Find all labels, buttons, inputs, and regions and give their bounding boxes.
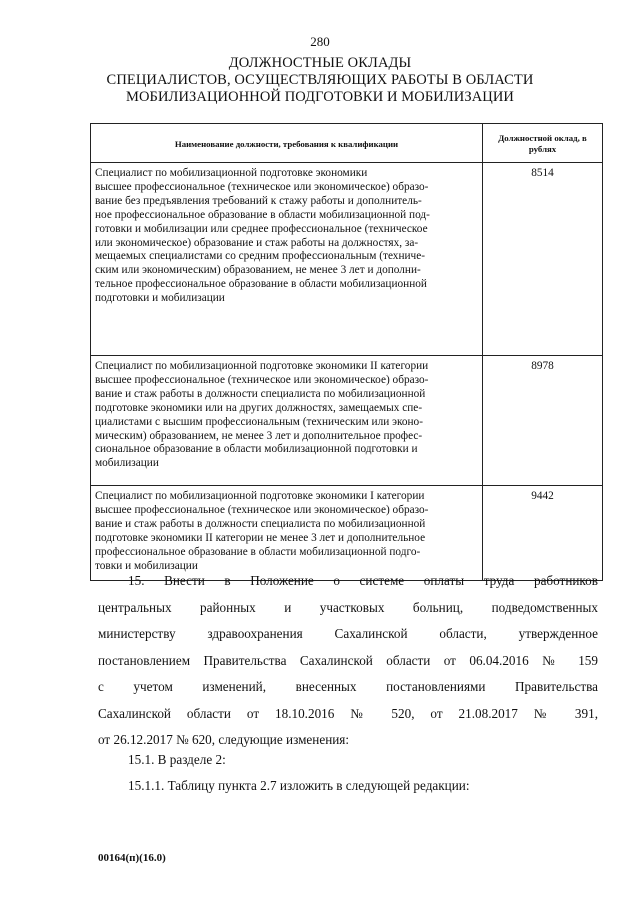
header-salary [483, 124, 603, 163]
position-line: вание и стаж работы в должности специалиста по мобилизационной [95, 517, 426, 530]
table-row [91, 486, 603, 581]
salary-cell: 9442 [483, 486, 603, 581]
position-line: профессиональное образование в области мобилизационной подго- [95, 545, 421, 558]
subparagraph-15-1-1: 15.1.1. Таблицу пункта 2.7 изложить в следующей редакции: [128, 778, 470, 793]
header-salary-line-1: Должностной оклад, в [498, 133, 587, 143]
header-position: Наименование должности, требования к квалификации [91, 124, 483, 163]
position-line: товки и мобилизации [95, 559, 198, 572]
salary-table [90, 123, 603, 581]
paragraph-line: с учетом изменений, внесенных постановлениями Правительства [98, 679, 598, 694]
salary-cell: 8514 [483, 163, 603, 356]
title-line-3: МОБИЛИЗАЦИОННОЙ ПОДГОТОВКИ И МОБИЛИЗАЦИИ [125, 89, 515, 105]
paragraph-line: 15. Внести в Положение о системе оплаты труда работников [128, 573, 598, 588]
table-row [91, 356, 603, 486]
paragraph-line: Сахалинской области от 18.10.2016 № 520, от 21.08.2017 № 391, [98, 705, 598, 721]
position-line: мещаемых специалистами со средним профессиональным (техниче- [95, 250, 426, 263]
footer-document-code: 00164(п)(16.0) [98, 852, 166, 864]
position-line: Специалист по мобилизационной подготовке экономики I категории [95, 490, 425, 502]
position-line: тельное профессиональное образование в области мобилизационной [95, 278, 427, 291]
paragraph-line: министерству здравоохранения Сахалинской области, утвержденное [98, 626, 598, 641]
position-line: ное профессиональное образование в области мобилизационной под- [95, 208, 430, 221]
table-header-row [91, 124, 603, 163]
position-cell [91, 486, 483, 581]
paragraph-line: постановлением Правительства Сахалинской области от 06.04.2016 № 159 [98, 652, 598, 668]
position-line: мическим) образованием, не менее 3 лет и дополнительное профес- [95, 429, 423, 442]
position-line: Специалист по мобилизационной подготовке экономики [95, 167, 368, 179]
position-line: вание без предъявления требований к стажу работы и дополнитель- [95, 194, 422, 207]
position-cell [91, 356, 483, 486]
header-salary-line-2: рублях [528, 144, 557, 154]
position-line: подготовке экономики или на других должностях, замещаемых спе- [95, 401, 423, 414]
paragraph-line: от 26.12.2017 № 620, следующие изменения: [98, 732, 350, 747]
position-line: или экономическое) образование и стаж работы на должностях, за- [95, 236, 419, 249]
paragraph-15 [98, 568, 598, 754]
subparagraph-15-1: 15.1. В разделе 2: [128, 752, 226, 767]
salary-cell: 8978 [483, 356, 603, 486]
table-row [91, 163, 603, 356]
position-line: подготовке экономики II категории не менее 3 лет и дополнительное [95, 531, 426, 544]
position-line: Специалист по мобилизационной подготовке экономики II категории [95, 360, 429, 372]
position-line: циалистами с высшим профессиональным (техническим или эконо- [95, 415, 423, 428]
page-number: 280 [310, 34, 330, 49]
position-line: сиональное образование в области мобилизационной подготовки и [95, 443, 418, 456]
position-line: готовки и мобилизации или среднее профессиональное (техническое [95, 222, 428, 235]
position-cell [91, 163, 483, 356]
position-line: подготовки и мобилизации [95, 292, 225, 305]
position-line: высшее профессиональное (техническое или экономическое) образо- [95, 180, 429, 193]
position-line: мобилизации [95, 457, 159, 470]
position-line: вание и стаж работы в должности специалиста по мобилизационной [95, 387, 426, 400]
paragraph-line: центральных районных и участковых больниц, подведомственных [98, 599, 598, 615]
position-line: высшее профессиональное (техническое или экономическое) образо- [95, 373, 429, 386]
position-line: ским или экономическим) образованием, не менее 3 лет и дополни- [95, 264, 421, 277]
title-line-1: ДОЛЖНОСТНЫЕ ОКЛАДЫ [228, 55, 412, 71]
title-line-2: СПЕЦИАЛИСТОВ, ОСУЩЕСТВЛЯЮЩИХ РАБОТЫ В ОБЛАСТИ [106, 72, 534, 88]
position-line: высшее профессиональное (техническое или экономическое) образо- [95, 503, 429, 516]
document-title [60, 55, 580, 106]
